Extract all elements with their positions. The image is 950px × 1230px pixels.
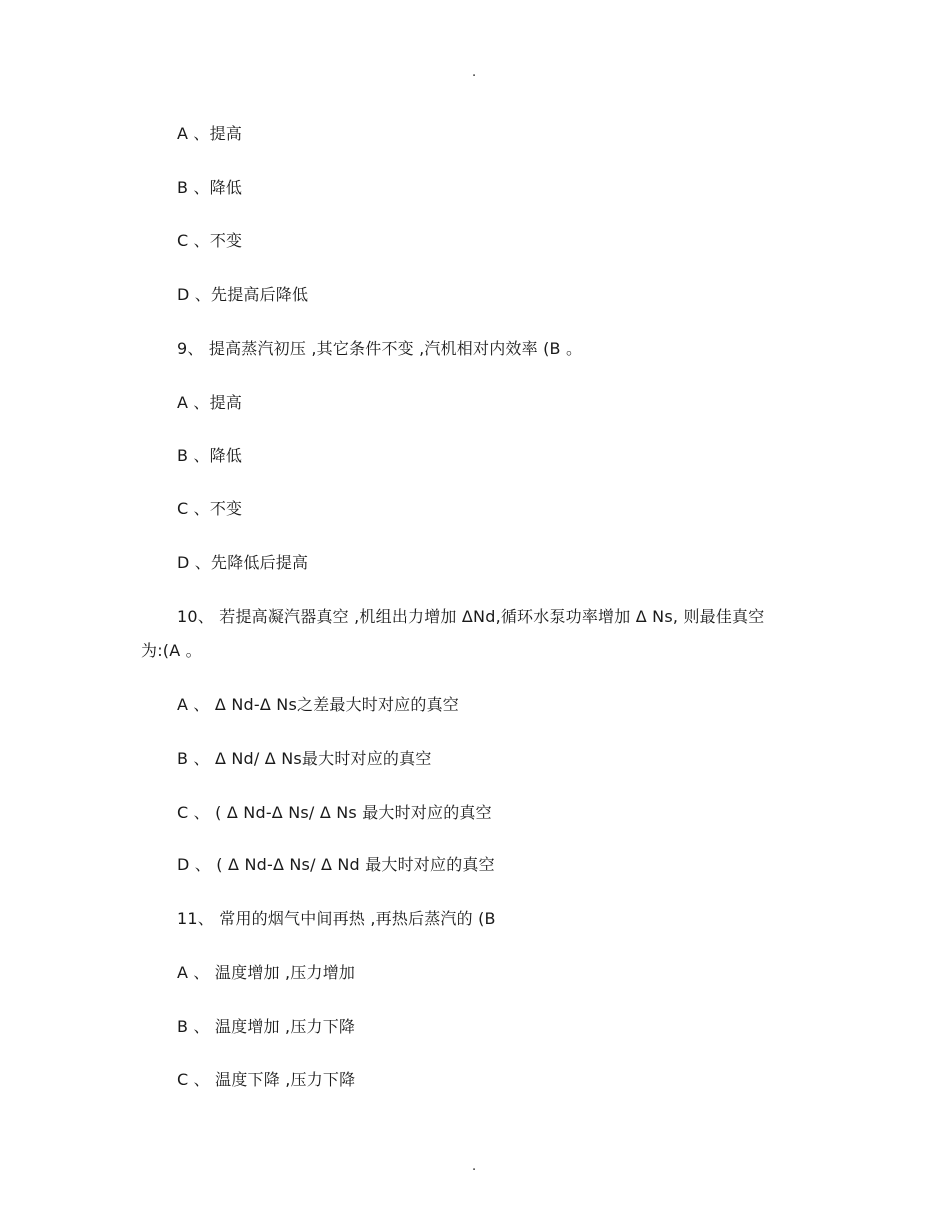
- header-dot: .: [472, 65, 477, 80]
- q11-option-c: C 、 温度下降 ,压力下降: [177, 1070, 356, 1089]
- q9-option-b: B 、降低: [177, 446, 243, 465]
- question-10-line2: 为:(A 。: [141, 641, 202, 660]
- q8-option-d: D 、先提高后降低: [177, 285, 309, 304]
- question-10-line1: 10、 若提高凝汽器真空 ,机组出力增加 ΔNd,循环水泵功率增加 Δ Ns, 则最佳真空: [177, 607, 765, 626]
- q9-option-c: C 、不变: [177, 499, 243, 518]
- q8-option-b: B 、降低: [177, 178, 243, 197]
- footer-dot: .: [472, 1159, 477, 1174]
- q10-option-d: D 、 ( Δ Nd-Δ Ns/ Δ Nd 最大时对应的真空: [177, 855, 495, 874]
- q10-option-a: A 、 Δ Nd-Δ Ns之差最大时对应的真空: [177, 695, 459, 714]
- q9-option-d: D 、先降低后提高: [177, 553, 309, 572]
- q8-option-c: C 、不变: [177, 231, 243, 250]
- q10-option-c: C 、 ( Δ Nd-Δ Ns/ Δ Ns 最大时对应的真空: [177, 803, 492, 822]
- question-11: 11、 常用的烟气中间再热 ,再热后蒸汽的 (B: [177, 909, 496, 928]
- q11-option-a: A 、 温度增加 ,压力增加: [177, 963, 356, 982]
- q9-option-a: A 、提高: [177, 393, 243, 412]
- q10-option-b: B 、 Δ Nd/ Δ Ns最大时对应的真空: [177, 749, 432, 768]
- question-9: 9、 提高蒸汽初压 ,其它条件不变 ,汽机相对内效率 (B 。: [177, 339, 583, 358]
- q11-option-b: B 、 温度增加 ,压力下降: [177, 1017, 356, 1036]
- q8-option-a: A 、提高: [177, 124, 243, 143]
